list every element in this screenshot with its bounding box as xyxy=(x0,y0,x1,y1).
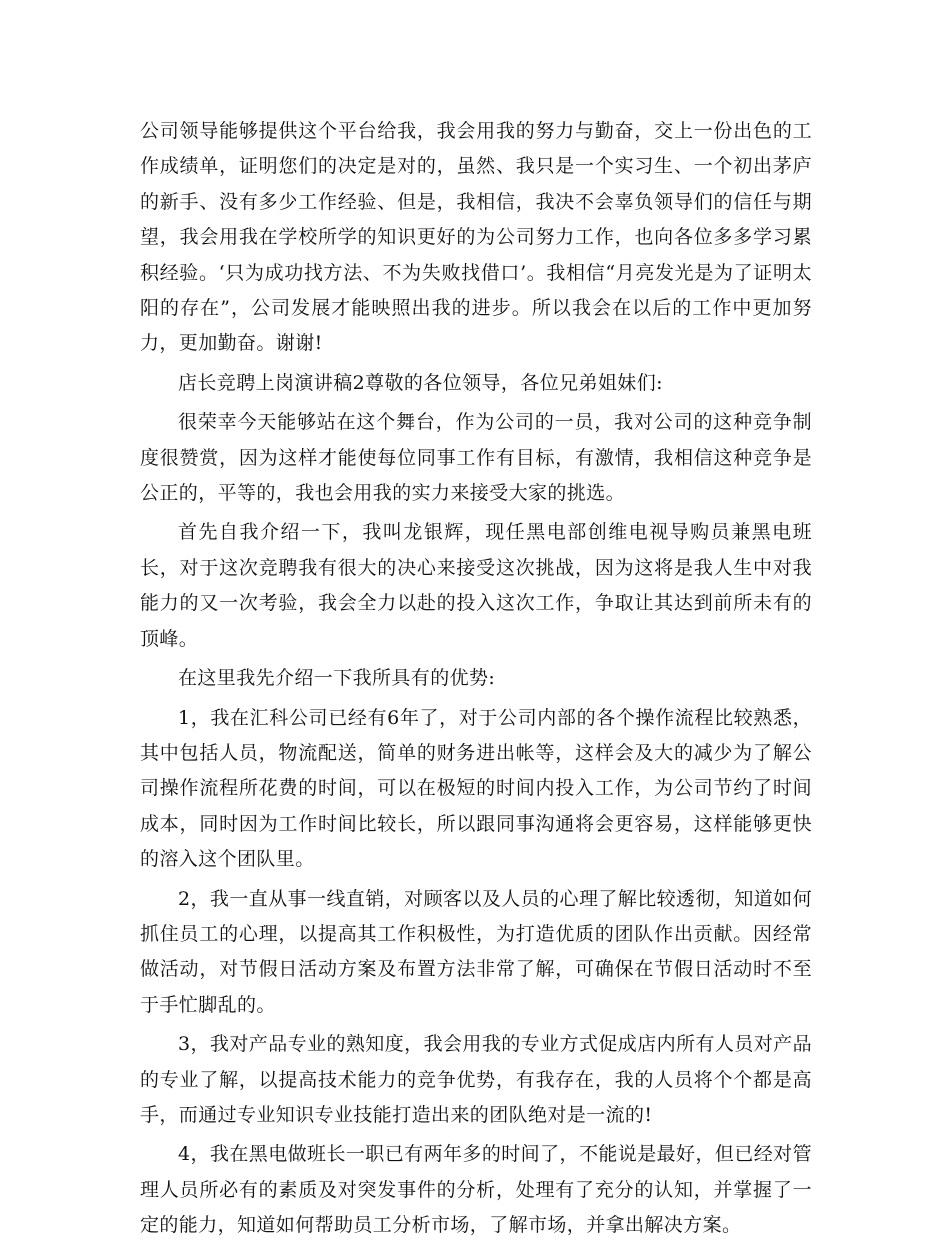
document-body xyxy=(140,114,812,1248)
paragraph-9: 4，我在黑电做班长一职已有两年多的时间了，不能说是最好，但已经对管理人员所必有的素质及对突发事件的分析，处理有了充分的认知，并掌握了一定的能力，知道如何帮助员工分析市场，了解市场，并拿出解决方案。 xyxy=(140,1143,812,1237)
paragraph-1: 公司领导能够提供这个平台给我，我会用我的努力与勤奋，交上一份出色的工作成绩单，证明您们的决定是对的，虽然、我只是一个实习生、一个初出茅庐的新手、没有多少工作经验、但是，我相信，我决不会辜负领导们的信任与期望，我会用我在学校所学的知识更好的为公司努力工作，也向各位多多学习累积经验。‘只为成功找方法、不为失败找借口’。我相信“月亮发光是为了证明太阳的存在”，公司发展才能映照出我的进步。所以我会在以后的工作中更加努力，更加勤奋。谢谢! xyxy=(140,120,812,355)
paragraph-5: 在这里我先介绍一下我所具有的优势: xyxy=(178,667,496,690)
paragraph-6: 1，我在汇科公司已经有6年了，对于公司内部的各个操作流程比较熟悉，其中包括人员，物流配送，简单的财务进出帐等，这样会及大的减少为了解公司操作流程所花费的时间，可以在极短的时间内投入工作，为公司节约了时间成本，同时因为工作时间比较长，所以跟同事沟通将会更容易，这样能够更快的溶入这个团队里。 xyxy=(140,706,812,871)
paragraph-4: 首先自我介绍一下，我叫龙银辉，现任黑电部创维电视导购员兼黑电班长，对于这次竞聘我有很大的决心来接受这次挑战，因为这将是我人生中对我能力的又一次考验，我会全力以赴的投入这次工作，争取让其达到前所未有的顶峰。 xyxy=(140,521,812,650)
paragraph-7: 2，我一直从事一线直销，对顾客以及人员的心理了解比较透彻，知道如何抓住员工的心理，以提高其工作积极性，为打造优质的团队作出贡献。因经常做活动，对节假日活动方案及布置方法非常了解，可确保在节假日活动时不至于手忙脚乱的。 xyxy=(140,887,812,1016)
paragraph-3: 很荣幸今天能够站在这个舞台，作为公司的一员，我对公司的这种竞争制度很赞赏，因为这样才能使每位同事工作有目标，有激情，我相信这种竞争是公正的，平等的，我也会用我的实力来接受大家的挑选。 xyxy=(140,411,812,505)
paragraph-2-heading: 店长竞聘上岗演讲稿2尊敬的各位领导，各位兄弟姐妹们: xyxy=(178,371,663,394)
paragraph-8: 3，我对产品专业的熟知度，我会用我的专业方式促成店内所有人员对产品的专业了解，以提高技术能力的竞争优势，有我存在，我的人员将个个都是高手，而通过专业知识专业技能打造出来的团队绝对是一流的! xyxy=(140,1033,812,1126)
